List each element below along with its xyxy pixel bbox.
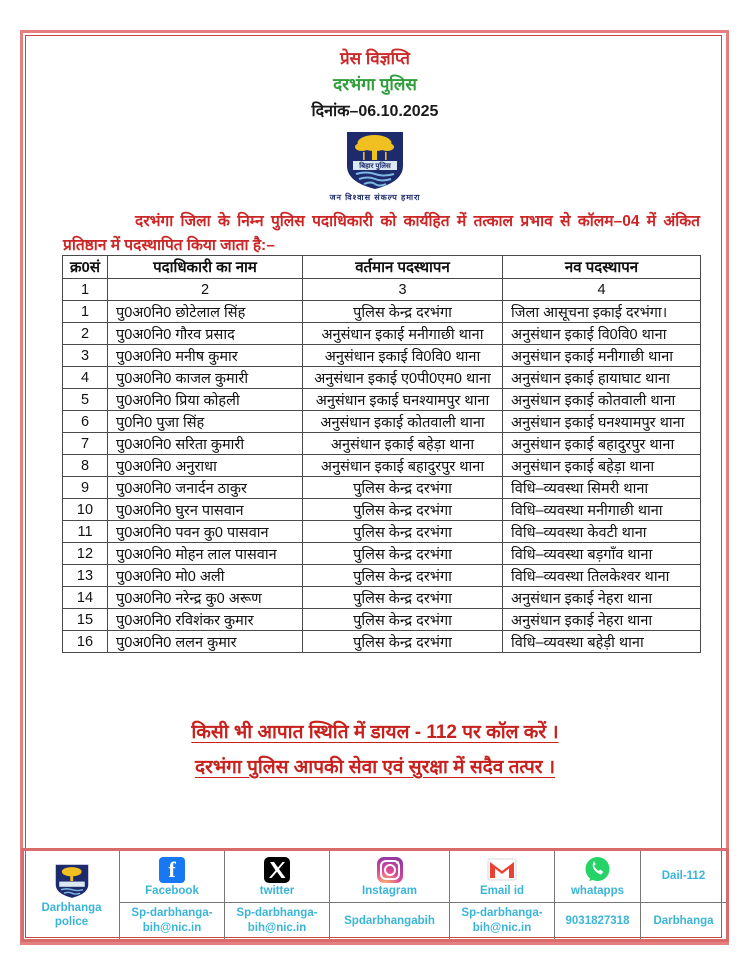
cell-officer-name: पु0अ0नि0 जनार्दन ठाकुर bbox=[108, 477, 303, 499]
cell-current-posting: पुलिस केन्द्र दरभंगा bbox=[303, 499, 503, 521]
dial112-label: Dail-112 bbox=[661, 870, 706, 883]
twitter-handle: Sp-darbhanga-bih@nic.in bbox=[225, 902, 330, 940]
cell-serial: 1 bbox=[63, 301, 108, 323]
footer-contact-table bbox=[21, 848, 729, 942]
whatsapp-icon bbox=[584, 856, 611, 883]
cell-serial: 6 bbox=[63, 411, 108, 433]
column-number-row bbox=[63, 279, 701, 301]
table-row bbox=[63, 345, 701, 367]
twitter-x-icon bbox=[264, 857, 290, 883]
table-row bbox=[63, 367, 701, 389]
cell-new-posting: अनुसंधान इकाई वि0वि0 थाना bbox=[503, 323, 701, 345]
cell-current-posting: पुलिस केन्द्र दरभंगा bbox=[303, 543, 503, 565]
cell-serial: 10 bbox=[63, 499, 108, 521]
svg-text:बिहार पुलिस: बिहार पुलिस bbox=[359, 163, 391, 170]
dial112-cell bbox=[641, 850, 728, 903]
cell-new-posting: अनुसंधान इकाई बहादुरपुर थाना bbox=[503, 433, 701, 455]
cell-serial: 2 bbox=[63, 323, 108, 345]
cell-new-posting: अनुसंधान इकाई मनीगाछी थाना bbox=[503, 345, 701, 367]
table-row bbox=[63, 565, 701, 587]
twitter-label: twitter bbox=[259, 884, 295, 897]
cell-new-posting: अनुसंधान इकाई नेहरा थाना bbox=[503, 609, 701, 631]
cell-officer-name: पु0अ0नि0 गौरव प्रसाद bbox=[108, 323, 303, 345]
cell-current-posting: अनुसंधान इकाई बहादुरपुर थाना bbox=[303, 455, 503, 477]
table-row bbox=[63, 433, 701, 455]
email-label: Email id bbox=[479, 884, 525, 897]
cell-serial: 7 bbox=[63, 433, 108, 455]
footer-org-label: Darbhanga police bbox=[41, 901, 102, 928]
facebook-handle: Sp-darbhanga-bih@nic.in bbox=[120, 902, 225, 940]
whatsapp-label: whatapps bbox=[570, 884, 625, 897]
col-header-name: पदाधिकारी का नाम bbox=[108, 256, 303, 279]
cell-officer-name: पु0अ0नि0 मनीष कुमार bbox=[108, 345, 303, 367]
police-shield-icon bbox=[344, 130, 406, 190]
cell-new-posting: विधि–व्यवस्था बहेड़ी थाना bbox=[503, 631, 701, 653]
cell-new-posting: विधि–व्यवस्था केवटी थाना bbox=[503, 521, 701, 543]
date-line: दिनांक–06.10.2025 bbox=[311, 103, 439, 120]
cell-serial: 15 bbox=[63, 609, 108, 631]
cell-serial: 4 bbox=[63, 367, 108, 389]
cell-current-posting: अनुसंधान इकाई घनश्यामपुर थाना bbox=[303, 389, 503, 411]
table-row bbox=[63, 499, 701, 521]
col-header-new-posting: नव पदस्थापन bbox=[503, 256, 701, 279]
cell-officer-name: पु0अ0नि0 सरिता कुमारी bbox=[108, 433, 303, 455]
cell-officer-name: पु0नि0 पुजा सिंह bbox=[108, 411, 303, 433]
cell-officer-name: पु0अ0नि0 नरेन्द्र कु0 अरूण bbox=[108, 587, 303, 609]
table-row bbox=[63, 301, 701, 323]
table-row bbox=[63, 389, 701, 411]
cell-new-posting: जिला आसूचना इकाई दरभंगा। bbox=[503, 301, 701, 323]
cell-new-posting: अनुसंधान इकाई बहेड़ा थाना bbox=[503, 455, 701, 477]
cell-serial: 5 bbox=[63, 389, 108, 411]
table-row bbox=[63, 587, 701, 609]
police-motto: जन विश्वास संकल्प हमारा bbox=[329, 193, 421, 202]
table-row bbox=[63, 455, 701, 477]
cell-officer-name: पु0अ0नि0 पवन कु0 पासवान bbox=[108, 521, 303, 543]
table-row bbox=[63, 543, 701, 565]
whatsapp-cell bbox=[555, 850, 641, 903]
cell-officer-name: पु0अ0नि0 अनुराधा bbox=[108, 455, 303, 477]
cell-serial: 9 bbox=[63, 477, 108, 499]
cell-current-posting: अनुसंधान इकाई कोतवाली थाना bbox=[303, 411, 503, 433]
cell-serial: 16 bbox=[63, 631, 108, 653]
cell-current-posting: पुलिस केन्द्र दरभंगा bbox=[303, 587, 503, 609]
cell-current-posting: पुलिस केन्द्र दरभंगा bbox=[303, 565, 503, 587]
cell-current-posting: अनुसंधान इकाई वि0वि0 थाना bbox=[303, 345, 503, 367]
cell-new-posting: विधि–व्यवस्था मनीगाछी थाना bbox=[503, 499, 701, 521]
footer-police-logo bbox=[25, 861, 118, 901]
cell-current-posting: पुलिस केन्द्र दरभंगा bbox=[303, 631, 503, 653]
service-motto-line: दरभंगा पुलिस आपकी सेवा एवं सुरक्षा में सदैव तत्पर । bbox=[194, 757, 556, 778]
cell-new-posting: अनुसंधान इकाई कोतवाली थाना bbox=[503, 389, 701, 411]
cell-new-posting: विधि–व्यवस्था बड़गाँव थाना bbox=[503, 543, 701, 565]
table-row bbox=[63, 631, 701, 653]
cell-officer-name: पु0अ0नि0 मोहन लाल पासवान bbox=[108, 543, 303, 565]
cell-serial: 13 bbox=[63, 565, 108, 587]
col-header-serial: क्र0सं bbox=[63, 256, 108, 279]
facebook-cell bbox=[120, 850, 225, 903]
cell-officer-name: पु0अ0नि0 प्रिया कोहली bbox=[108, 389, 303, 411]
press-release-title: प्रेस विज्ञप्ति bbox=[340, 49, 410, 68]
cell-officer-name: पु0अ0नि0 छोटेलाल सिंह bbox=[108, 301, 303, 323]
email-handle: Sp-darbhanga-bih@nic.in bbox=[450, 902, 555, 940]
notice-paragraph: दरभंगा जिला के निम्न पुलिस पदाधिकारी को कार्यहित में तत्काल प्रभाव से कॉलम–04 में अंकित प्रतिष्ठान में पदस्थापित किया जाता है:– bbox=[63, 213, 700, 255]
table-row bbox=[63, 609, 701, 631]
police-shield-icon bbox=[54, 862, 90, 900]
bihar-police-emblem bbox=[0, 130, 750, 203]
cell-serial: 14 bbox=[63, 587, 108, 609]
facebook-label: Facebook bbox=[145, 884, 199, 897]
table-row bbox=[63, 411, 701, 433]
table-row bbox=[63, 323, 701, 345]
cell-serial: 8 bbox=[63, 455, 108, 477]
transfer-table bbox=[62, 255, 701, 653]
cell-current-posting: अनुसंधान इकाई मनीगाछी थाना bbox=[303, 323, 503, 345]
cell-current-posting: पुलिस केन्द्र दरभंगा bbox=[303, 301, 503, 323]
cell-serial: 11 bbox=[63, 521, 108, 543]
cell-officer-name: पु0अ0नि0 ललन कुमार bbox=[108, 631, 303, 653]
table-row bbox=[63, 477, 701, 499]
instagram-label: Instagram bbox=[362, 884, 417, 897]
cell-new-posting: अनुसंधान इकाई नेहरा थाना bbox=[503, 587, 701, 609]
cell-new-posting: विधि–व्यवस्था सिमरी थाना bbox=[503, 477, 701, 499]
cell-officer-name: पु0अ0नि0 रविशंकर कुमार bbox=[108, 609, 303, 631]
gmail-icon bbox=[487, 858, 517, 881]
table-header-row bbox=[63, 256, 701, 279]
cell-current-posting: पुलिस केन्द्र दरभंगा bbox=[303, 477, 503, 499]
dial112-city: Darbhanga bbox=[641, 902, 728, 940]
cell-officer-name: पु0अ0नि0 काजल कुमारी bbox=[108, 367, 303, 389]
col-number-2: 2 bbox=[108, 279, 303, 301]
email-cell bbox=[450, 850, 555, 903]
cell-new-posting: अनुसंधान इकाई घनश्यामपुर थाना bbox=[503, 411, 701, 433]
cell-officer-name: पु0अ0नि0 घुरन पासवान bbox=[108, 499, 303, 521]
facebook-icon: f bbox=[159, 857, 185, 883]
whatsapp-number: 9031827318 bbox=[555, 902, 641, 940]
col-header-current-posting: वर्तमान पदस्थापन bbox=[303, 256, 503, 279]
footer-org-cell bbox=[23, 850, 120, 941]
col-number-4: 4 bbox=[503, 279, 701, 301]
cell-current-posting: अनुसंधान इकाई ए0पी0एम0 थाना bbox=[303, 367, 503, 389]
instagram-handle: Spdarbhangabih bbox=[330, 902, 450, 940]
col-number-3: 3 bbox=[303, 279, 503, 301]
cell-new-posting: विधि–व्यवस्था तिलकेश्वर थाना bbox=[503, 565, 701, 587]
cell-officer-name: पु0अ0नि0 मो0 अली bbox=[108, 565, 303, 587]
organization-title: दरभंगा पुलिस bbox=[333, 75, 417, 94]
instagram-icon bbox=[377, 857, 403, 883]
instagram-cell bbox=[330, 850, 450, 903]
cell-current-posting: पुलिस केन्द्र दरभंगा bbox=[303, 521, 503, 543]
emergency-dial-line: किसी भी आपात स्थिति में डायल - 112 पर कॉल करें । bbox=[191, 722, 559, 743]
cell-serial: 3 bbox=[63, 345, 108, 367]
cell-current-posting: पुलिस केन्द्र दरभंगा bbox=[303, 609, 503, 631]
table-row bbox=[63, 521, 701, 543]
cell-current-posting: अनुसंधान इकाई बहेड़ा थाना bbox=[303, 433, 503, 455]
cell-serial: 12 bbox=[63, 543, 108, 565]
col-number-1: 1 bbox=[63, 279, 108, 301]
table-body bbox=[63, 301, 701, 653]
twitter-cell bbox=[225, 850, 330, 903]
cell-new-posting: अनुसंधान इकाई हायाघाट थाना bbox=[503, 367, 701, 389]
